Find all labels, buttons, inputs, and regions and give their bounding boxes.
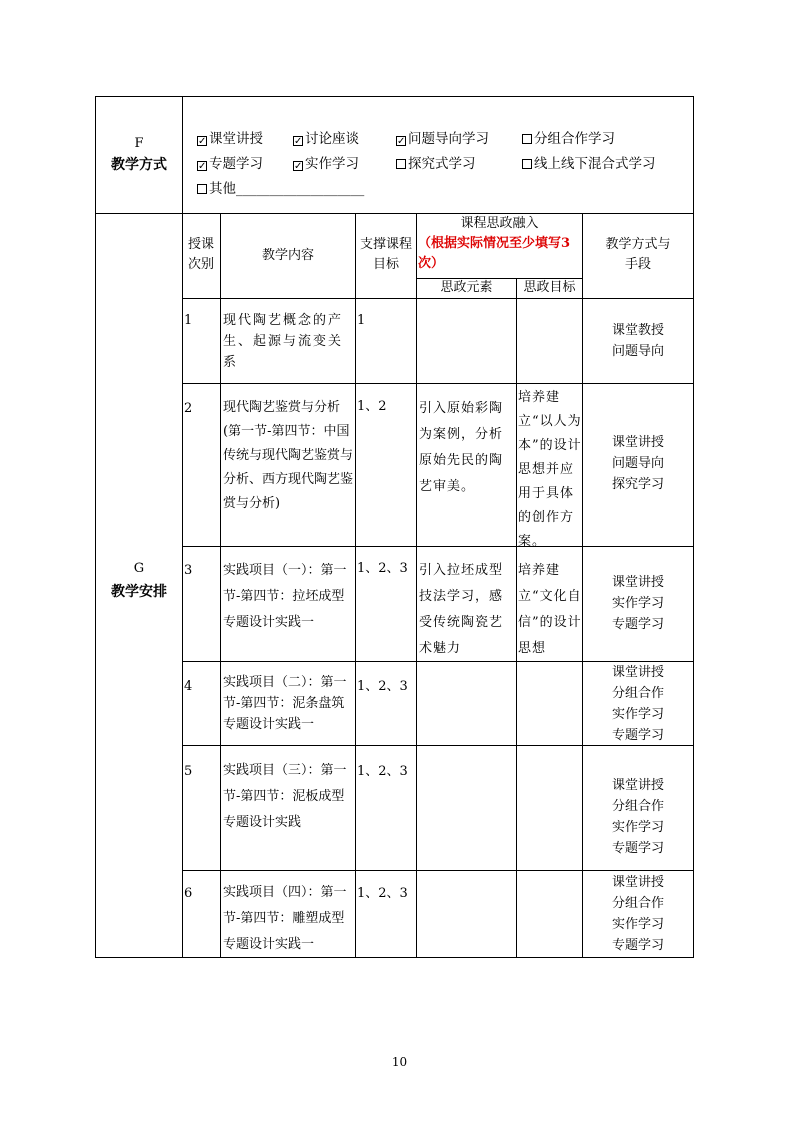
row-content: 现代陶艺鉴赏与分析(第一节-第四节：中国传统与现代陶艺鉴赏与分析、西方现代陶艺鉴赏与分析) [223,400,354,511]
checkbox-checked-icon[interactable]: ✓ [198,161,207,172]
section-g-label: 教学安排 [111,584,167,600]
option-blended-learning[interactable]: 线上线下混合式学习 [522,152,656,172]
checkbox-checked-icon[interactable]: ✓ [294,136,303,147]
checkbox-checked-icon[interactable]: ✓ [198,136,207,147]
row-support: 1、2、3 [357,561,408,576]
row-number: 6 [184,886,193,901]
checkbox-empty-icon[interactable] [522,159,532,169]
option-group-cooperation[interactable]: 分组合作学习 [522,127,615,147]
option-practice-learning[interactable]: ✓ 实作学习 [294,156,359,172]
section-f-letter: F [134,136,144,151]
row-method: 课堂讲授 分组合作 实作学习 专题学习 [611,875,664,953]
row-element: 引入原始彩陶为案例，分析原始先民的陶艺审美。 [419,401,504,494]
row-number: 5 [184,764,193,779]
header-support: 支撑课程目标 [360,237,413,272]
checkbox-empty-icon[interactable] [197,184,207,194]
option-lecture[interactable]: ✓ 课堂讲授 [198,131,263,147]
option-problem-oriented[interactable]: ✓ 问题导向学习 [397,131,489,147]
row-method: 课堂讲授 分组合作 实作学习 专题学习 [611,778,664,856]
row-element: 引入拉坯成型技法学习，感受传统陶瓷艺术魅力 [419,563,504,656]
row-goal: 培养建立“以人为本”的设计思想并应用于具体的创作方案。 [518,390,582,549]
row-support: 1、2、3 [357,886,408,901]
checkbox-empty-icon[interactable] [396,159,406,169]
row-number: 4 [184,679,193,694]
row-content: 实践项目（二）：第一节-第四节：泥条盘筑专题设计实践一 [223,675,347,732]
row-content: 实践项目（一）：第一节-第四节：拉坯成型专题设计实践一 [223,563,347,630]
row-content: 实践项目（三）：第一节-第四节：泥板成型专题设计实践 [223,763,347,830]
row-goal: 培养建立“文化自信”的设计思想 [518,563,582,656]
row-number: 1 [184,313,193,328]
option-discussion[interactable]: ✓ 讨论座谈 [294,131,359,147]
row-method: 课堂教授 问题导向 [611,323,664,359]
row-method: 课堂讲授 分组合作 实作学习 专题学习 [611,665,664,743]
option-inquiry-learning[interactable]: 探究式学习 [396,152,476,172]
section-f-label: 教学方式 [111,157,167,173]
option-other[interactable]: 其他___________________ [197,177,364,197]
header-content: 教学内容 [261,248,314,263]
row-method: 课堂讲授 问题导向 探究学习 [611,435,664,492]
row-support: 1、2、3 [357,679,408,694]
header-session: 授课次别 [187,237,214,272]
row-number: 2 [184,401,193,416]
header-method: 教学方式与手段 [605,237,671,272]
header-element: 思政元素 [440,280,493,295]
checkbox-empty-icon[interactable] [522,134,532,144]
page-number: 10 [391,1055,408,1069]
checkbox-checked-icon[interactable]: ✓ [397,136,406,147]
section-g-letter: G [133,561,145,576]
checkbox-checked-icon[interactable]: ✓ [294,161,303,172]
header-goal: 思政目标 [523,280,576,295]
row-content: 现代陶艺概念的产生、起源与流变关系 [223,313,344,370]
header-ideology-note: （根据实际情况至少填写3次） [418,236,571,271]
row-support: 1、2 [357,399,387,414]
row-content: 实践项目（四）：第一节-第四节：雕塑成型专题设计实践一 [223,885,347,952]
row-number: 3 [184,563,193,578]
row-support: 1、2、3 [357,764,408,779]
row-method: 课堂讲授 实作学习 专题学习 [611,575,664,632]
header-ideology-title: 课程思政融入 [460,216,539,231]
option-topic-learning[interactable]: ✓ 专题学习 [198,156,263,172]
row-support: 1 [357,313,366,328]
